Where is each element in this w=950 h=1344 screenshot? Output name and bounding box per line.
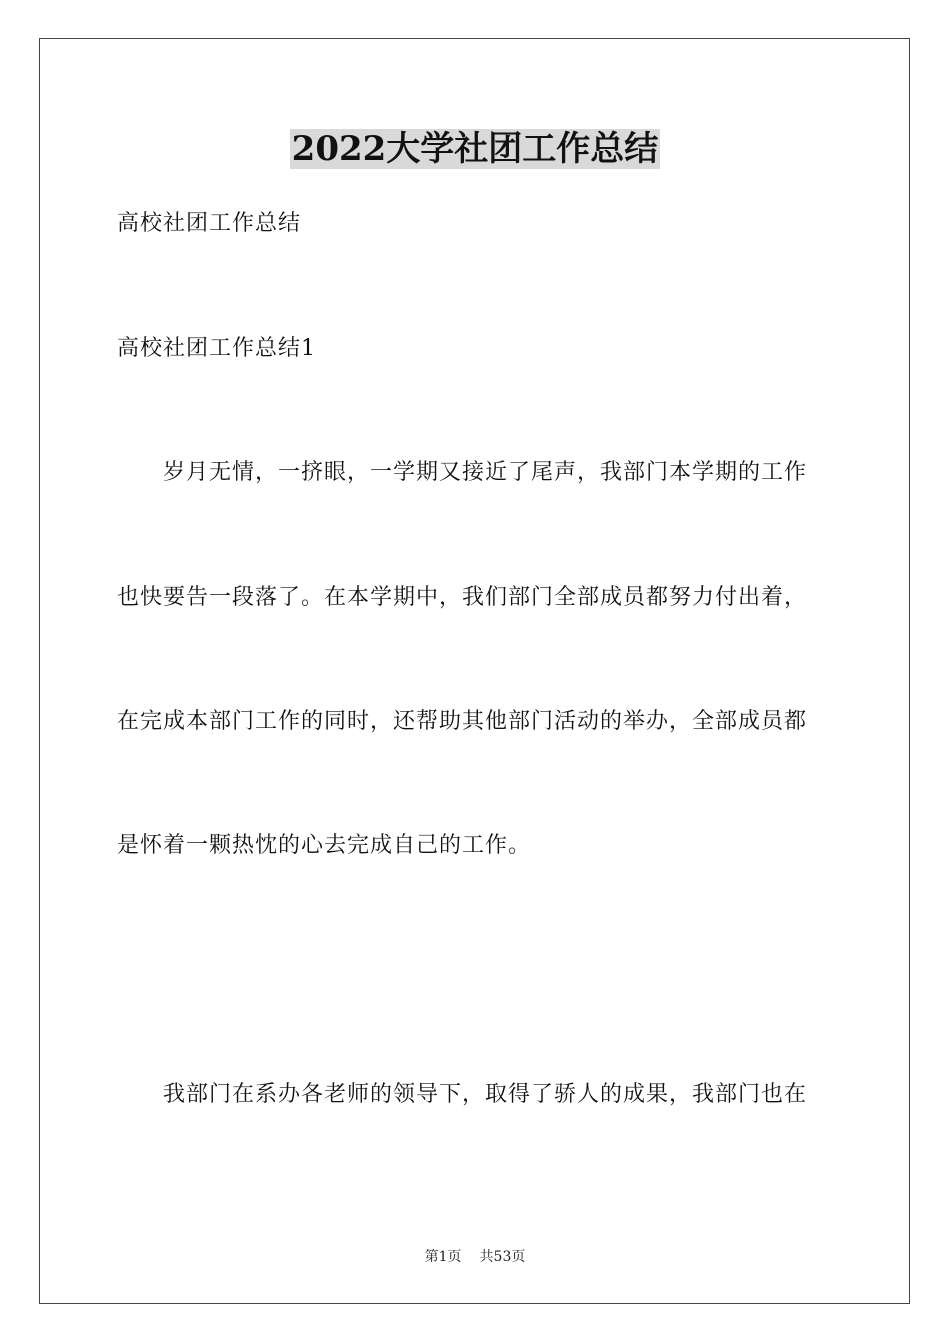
document-heading: 高校社团工作总结 [117, 211, 302, 236]
paragraph-2-line-1: 我部门在系办各老师的领导下，取得了骄人的成果，我部门也在 [163, 1082, 808, 1107]
page-total: 共53页 [479, 1249, 526, 1265]
page-number: 第1页 [424, 1249, 462, 1265]
paragraph-1-line-2: 也快要告一段落了。在本学期中，我们部门全部成员都努力付出着， [117, 585, 808, 610]
paragraph-1-line-3: 在完成本部门工作的同时，还帮助其他部门活动的举办，全部成员都 [117, 709, 808, 734]
paragraph-1-line-4: 是怀着一颗热忱的心去完成自己的工作。 [117, 833, 532, 858]
section-heading: 高校社团工作总结1 [117, 336, 316, 361]
document-title [0, 128, 950, 170]
paragraph-1-line-1: 岁月无情，一挤眼，一学期又接近了尾声，我部门本学期的工作 [163, 460, 808, 485]
document-title-text: 2022大学社团工作总结 [291, 129, 659, 169]
page-footer [0, 1247, 950, 1267]
